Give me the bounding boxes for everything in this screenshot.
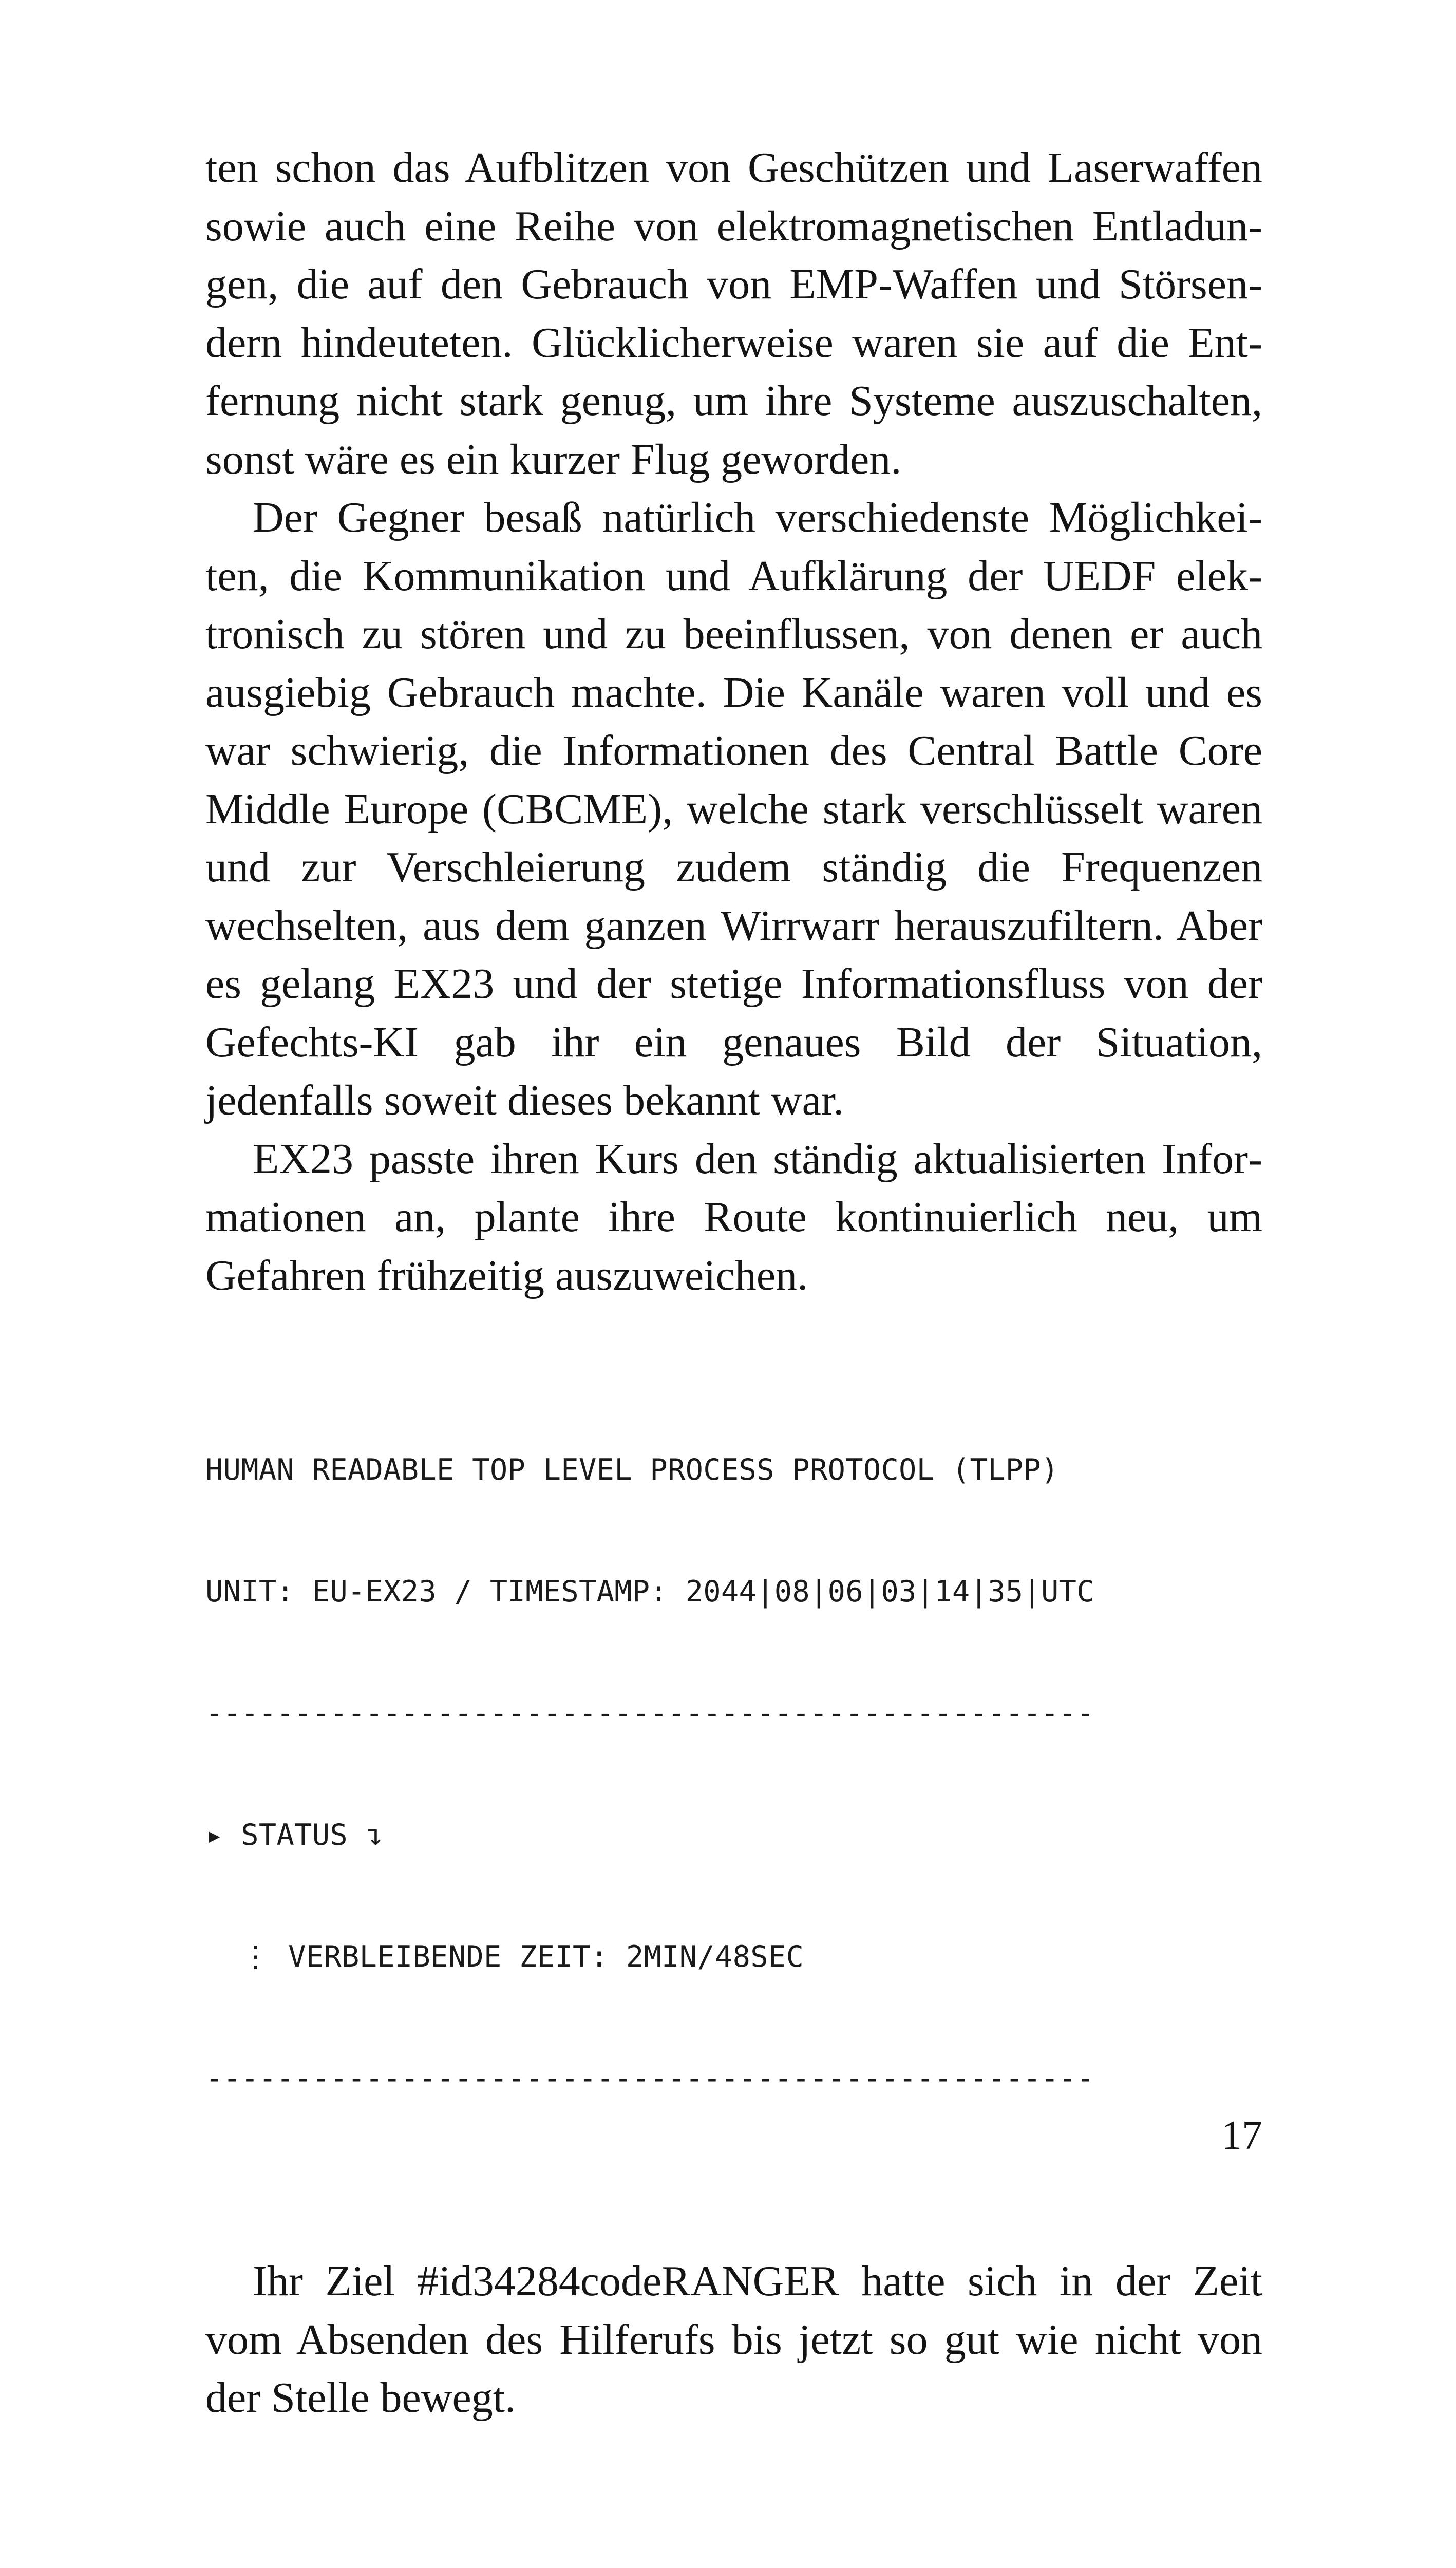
- paragraph-4: Ihr Ziel #id34284codeRANGER hatte sich in der Zeit vom Absenden des Hilferufs bis jetzt so gut wie nicht von der Stelle bewegt.: [205, 2252, 1262, 2427]
- log-detail-line: [205, 1937, 1262, 1977]
- paragraph-3: EX23 passte ihren Kurs den ständig aktualisierten Informationen an, plante ihre Route kontinuierlich neu, um Gefahren frühzeitig auszuweichen.: [205, 1130, 1262, 1305]
- log-status-line: [205, 1815, 1262, 1856]
- log-unit-timestamp: UNIT: EU-EX23 / TIMESTAMP: 2044|08|06|03|14|35|UTC: [205, 1572, 1262, 1612]
- vertical-ellipsis-icon: ⋮: [241, 1937, 270, 1977]
- log-separator: --------------------------------------------------: [205, 1693, 1262, 1734]
- spacer: [205, 2180, 1262, 2252]
- log-separator-end: --------------------------------------------------: [205, 2059, 1262, 2099]
- spacer: [205, 2427, 1262, 2491]
- paragraph-1: ten schon das Aufblitzen von Geschützen und Laserwaffen sowie auch eine Reihe von elektromagnetischen Entladungen, die auf den Gebrauch von EMP-Waffen und Störsendern hindeuteten. Glücklicherweise waren sie auf die Entfernung nicht stark genug, um ihre Systeme auszuschalten, sonst wäre es ein kurzer Flug geworden.: [205, 139, 1262, 488]
- book-page: [205, 139, 1262, 2568]
- log-status-label: STATUS ↴: [241, 1818, 383, 1852]
- page-number: 17: [1221, 2110, 1262, 2161]
- spacer: [205, 1305, 1262, 1369]
- triangle-bullet-icon: ▸: [205, 1815, 223, 1856]
- paragraph-2: Der Gegner besaß natürlich verschiedenste Möglichkeiten, die Kommunikation und Aufklärung der UEDF elektronisch zu stören und zu beeinflussen, von denen er auch ausgiebig Gebrauch machte. Die Kanäle waren voll und es war schwierig, die Informationen des Central Battle Core Middle Europe (CBCME), welche stark verschlüsselt waren und zur Verschleierung zudem ständig die Frequenzen wechselten, aus dem ganzen Wirrwarr herauszufiltern. Aber es gelang EX23 und der stetige Informationsfluss von der Gefechts-KI gab ihr ein genaues Bild der Situation, jedenfalls soweit dieses bekannt war.: [205, 488, 1262, 1130]
- log-remaining-time: VERBLEIBENDE ZEIT: 2MIN/48SEC: [288, 1940, 804, 1974]
- tlpp-log-2: [205, 2491, 1262, 2568]
- tlpp-log-1: [205, 1369, 1262, 2180]
- log-header: HUMAN READABLE TOP LEVEL PROCESS PROTOCOL (TLPP): [205, 1450, 1262, 1490]
